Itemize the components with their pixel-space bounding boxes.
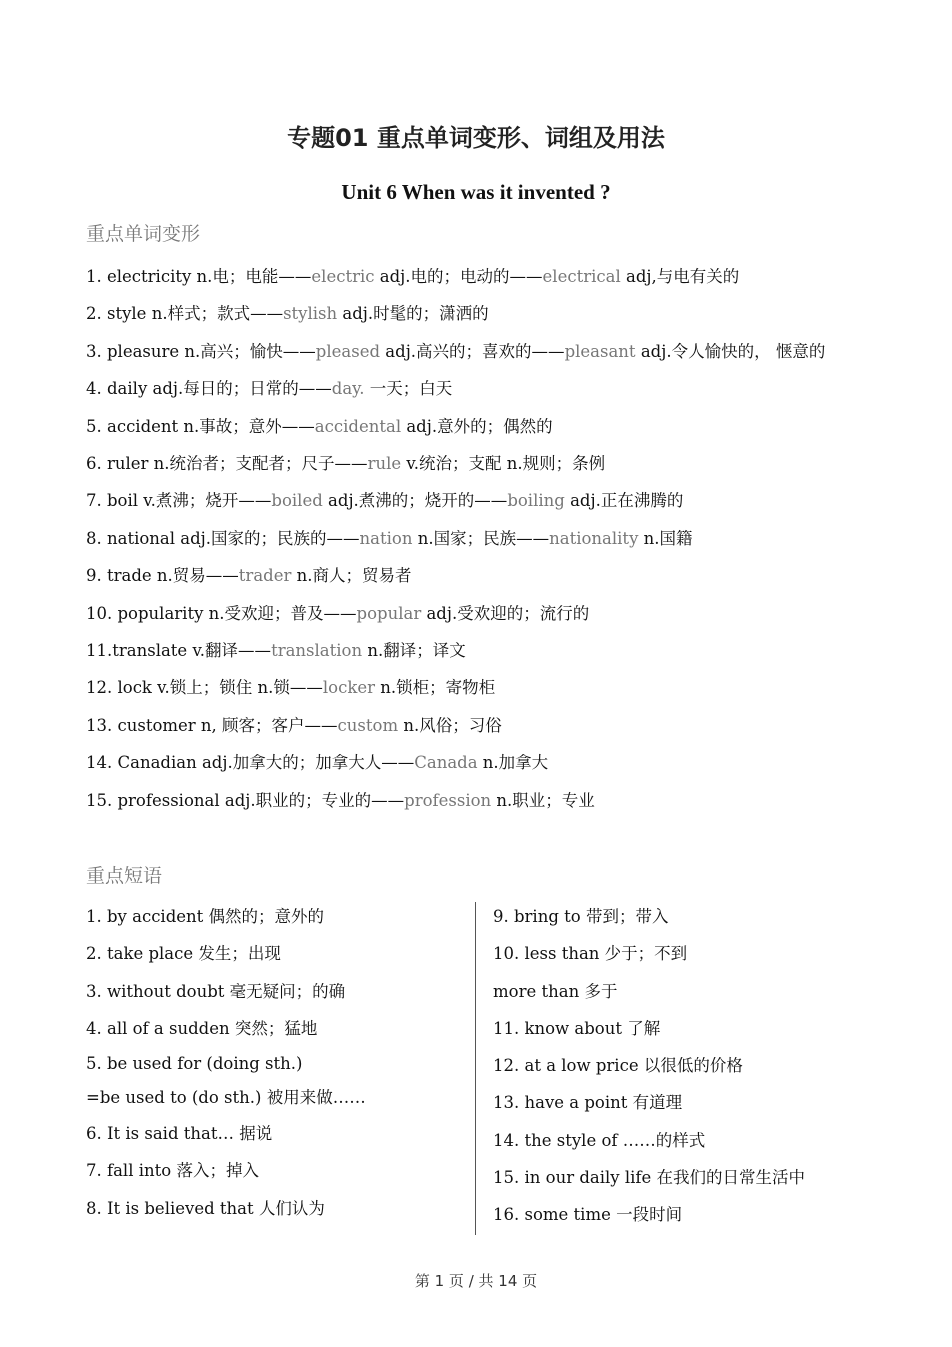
phrase-item: 16. some time 一段时间 bbox=[493, 1205, 683, 1225]
phrases-section-heading: 重点短语 bbox=[86, 865, 163, 887]
phrase-item: 2. take place 发生；出现 bbox=[86, 944, 281, 964]
phrase-column-right bbox=[493, 898, 873, 1234]
phrase-item: 1. by accident 偶然的；意外的 bbox=[86, 907, 325, 926]
vocab-item: 9. trade n.贸易——trader n.商人；贸易者 bbox=[86, 566, 412, 586]
vocab-item: 11.translate v.翻译——translation n.翻译；译文 bbox=[86, 641, 466, 661]
vocab-item: 5. accident n.事故；意外——accidental adj.意外的；偶然的 bbox=[86, 416, 553, 436]
vocab-list bbox=[86, 258, 876, 819]
phrase-item: 13. have a point 有道理 bbox=[493, 1093, 683, 1113]
phrase-item: more than 多于 bbox=[493, 981, 618, 1001]
vocab-item: 2. style n.样式；款式——stylish adj.时髦的；潇洒的 bbox=[86, 304, 489, 324]
page-title: 专题01 重点单词变形、词组及用法 bbox=[287, 124, 665, 152]
phrase-item: =be used to (do sth.) 被用来做…… bbox=[86, 1088, 366, 1108]
page-footer: 第 1 页 / 共 14 页 bbox=[414, 1272, 538, 1290]
phrase-item: 10. less than 少于；不到 bbox=[493, 944, 688, 964]
phrase-item: 4. all of a sudden 突然；猛地 bbox=[86, 1018, 318, 1038]
phrase-item: 3. without doubt 毫无疑问；的确 bbox=[86, 981, 346, 1001]
phrase-item: 6. It is said that… 据说 bbox=[86, 1124, 273, 1144]
phrase-item: 5. be used for (doing sth.) bbox=[86, 1054, 303, 1074]
vocab-item: 15. professional adj.职业的；专业的——profession n.职业；专业 bbox=[86, 790, 595, 810]
vocab-section-heading: 重点单词变形 bbox=[86, 223, 201, 245]
phrase-item: 9. bring to 带到；带入 bbox=[493, 907, 669, 926]
vocab-item: 6. ruler n.统治者；支配者；尺子——rule v.统治；支配 n.规则；条例 bbox=[86, 454, 606, 474]
vocab-item: 13. customer n, 顾客；客户——custom n.风俗；习俗 bbox=[86, 715, 502, 735]
vocab-item: 8. national adj.国家的；民族的——nation n.国家；民族——nationality n.国籍 bbox=[86, 528, 693, 548]
phrase-item: 15. in our daily life 在我们的日常生活中 bbox=[493, 1168, 806, 1188]
vocab-item: 12. lock v.锁上；锁住 n.锁——locker n.锁柜；寄物柜 bbox=[86, 678, 496, 698]
vocab-item: 1. electricity n.电；电能——electric adj.电的；电动的——electrical adj,与电有关的 bbox=[86, 267, 740, 286]
vocab-item: 7. boil v.煮沸；烧开——boiled adj.煮沸的；烧开的——boiling adj.正在沸腾的 bbox=[86, 491, 684, 511]
vocab-item: 10. popularity n.受欢迎；普及——popular adj.受欢迎的；流行的 bbox=[86, 603, 590, 623]
phrase-item: 7. fall into 落入；掉入 bbox=[86, 1161, 259, 1181]
phrase-item: 8. It is believed that 人们认为 bbox=[86, 1198, 325, 1218]
phrase-item: 11. know about 了解 bbox=[493, 1018, 661, 1038]
vocab-item: 14. Canadian adj.加拿大的；加拿大人——Canada n.加拿大 bbox=[86, 753, 549, 773]
vocab-item: 4. daily adj.每日的；日常的——day. 一天；白天 bbox=[86, 379, 453, 399]
phrase-column-left bbox=[86, 898, 466, 1227]
vocab-item: 3. pleasure n.高兴；愉快——pleased adj.高兴的；喜欢的——pleasant adj.令人愉快的， 惬意的 bbox=[86, 341, 826, 361]
column-divider bbox=[475, 902, 476, 1235]
phrase-item: 14. the style of ……的样式 bbox=[493, 1130, 706, 1150]
unit-subtitle: Unit 6 When was it invented ? bbox=[341, 180, 611, 204]
phrase-item: 12. at a low price 以很低的价格 bbox=[493, 1056, 743, 1076]
